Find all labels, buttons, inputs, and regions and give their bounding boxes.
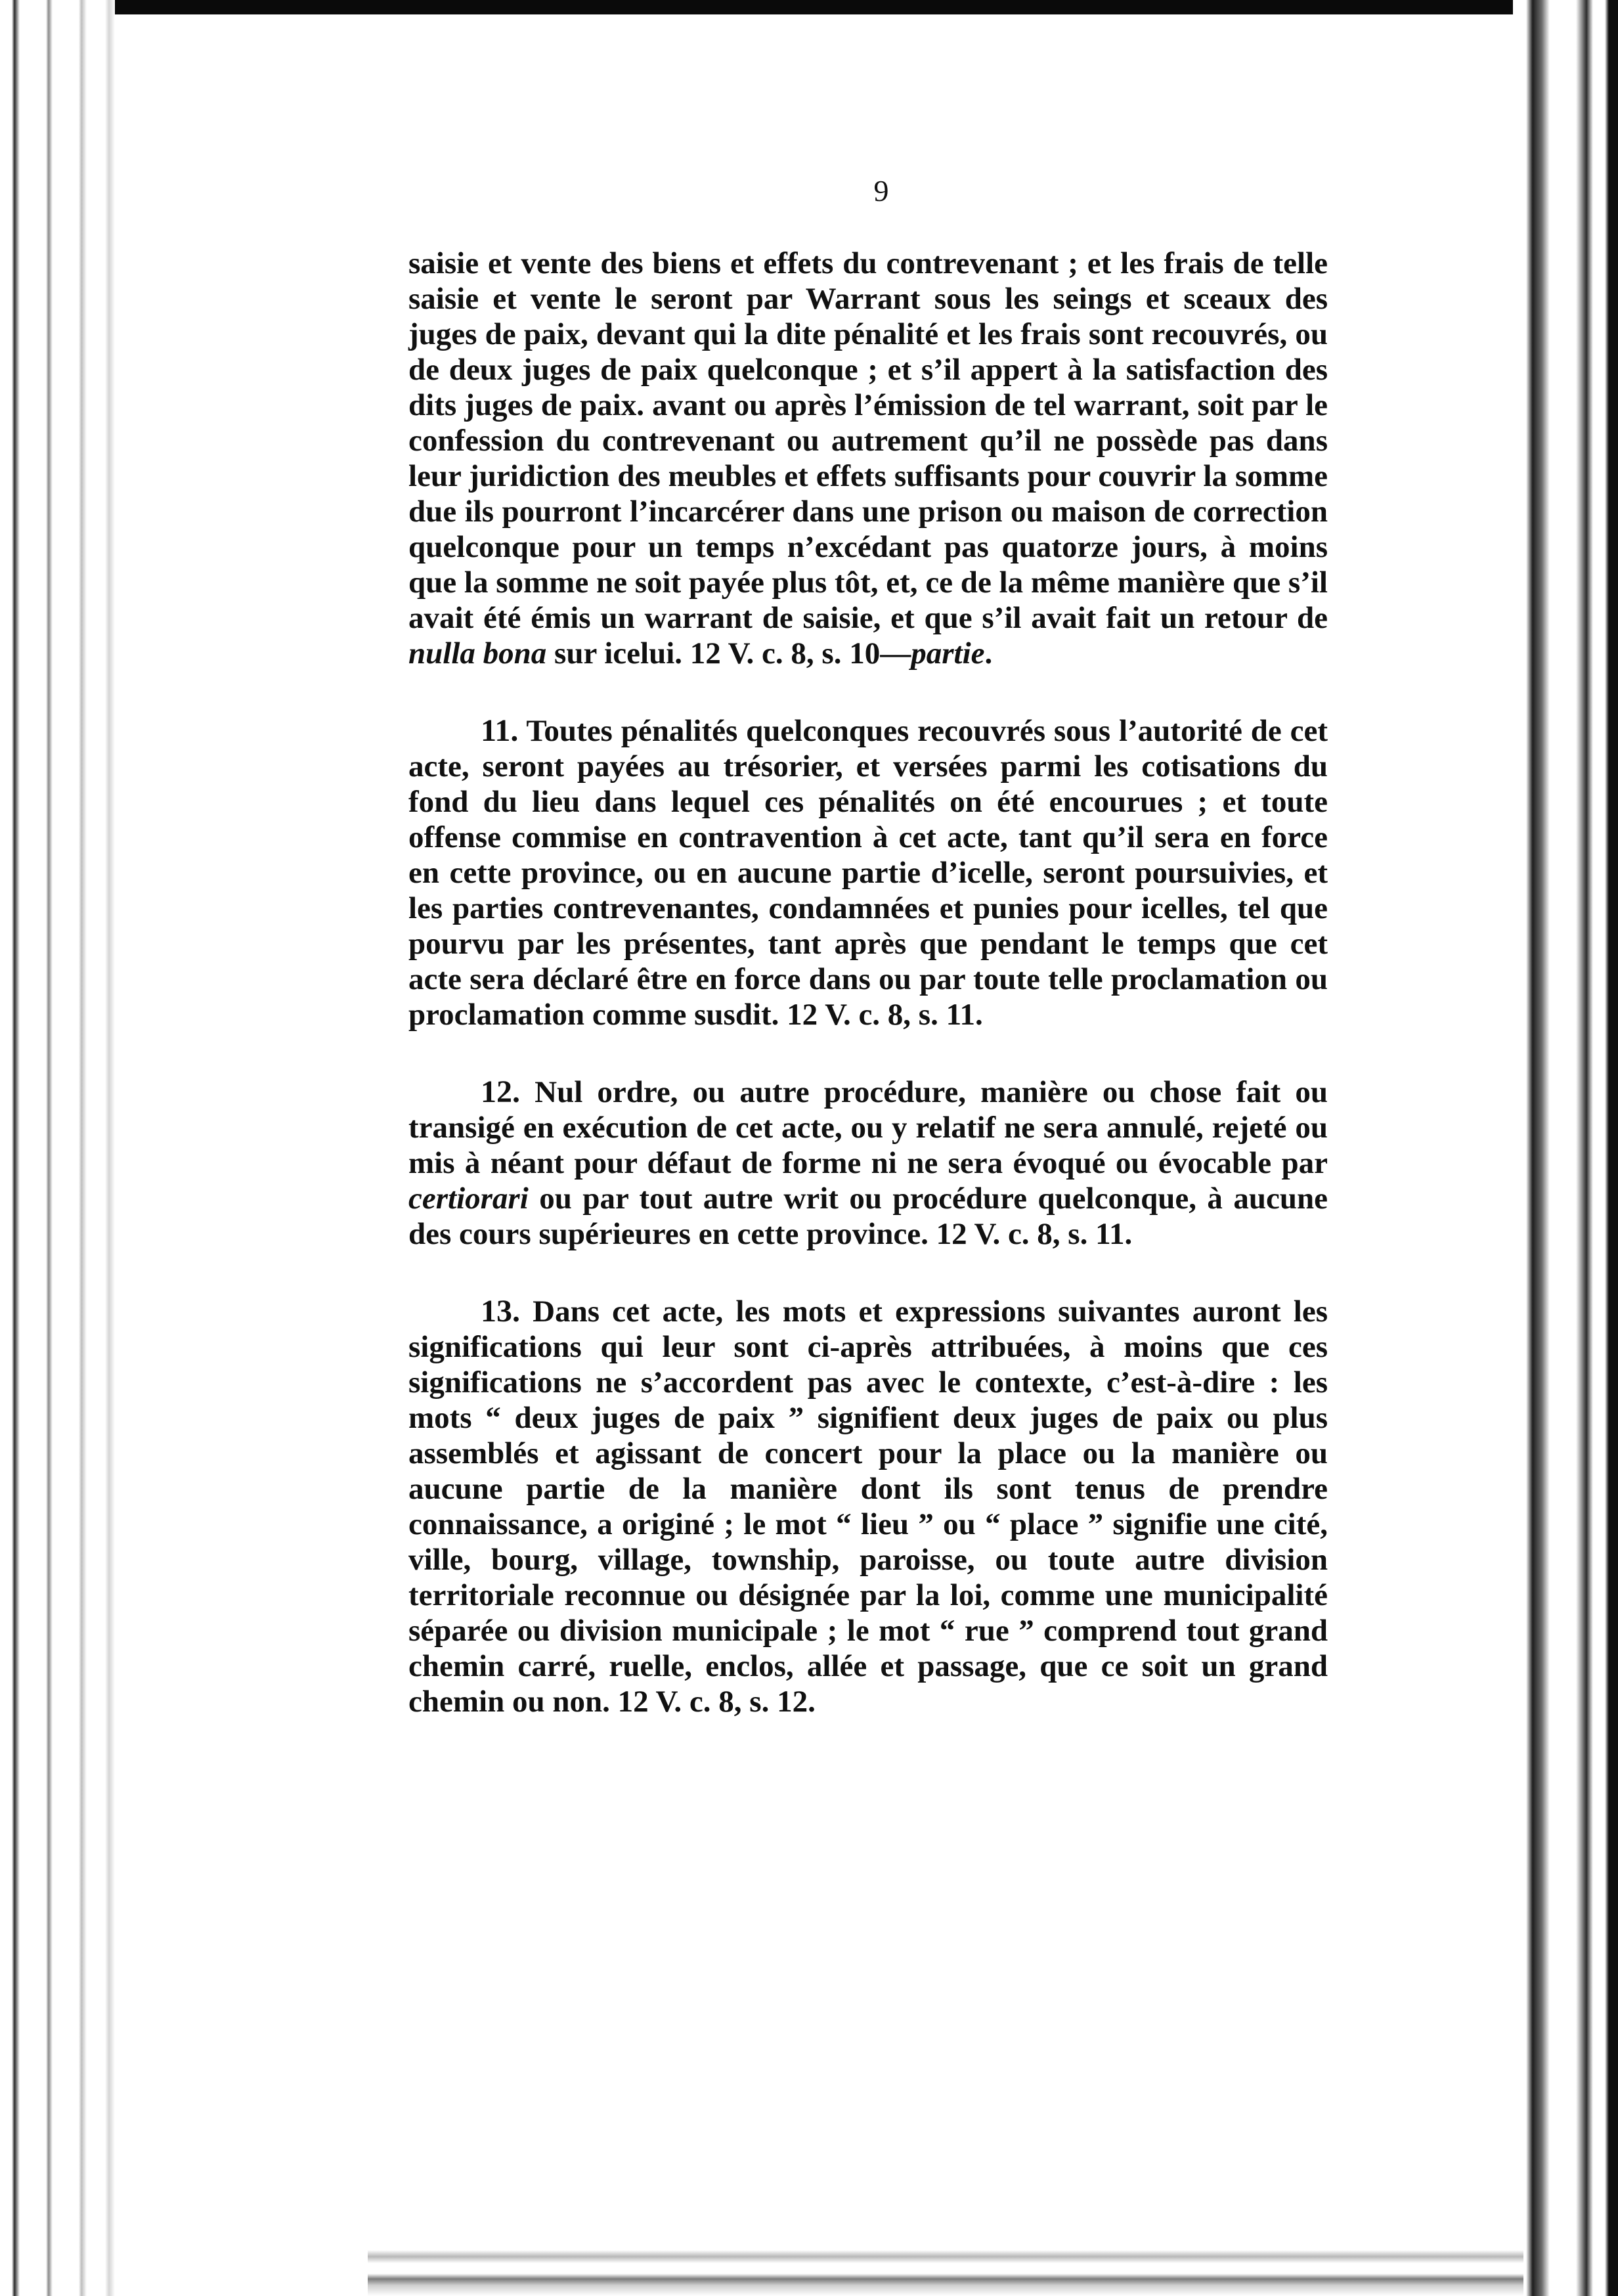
section-number: 13. bbox=[481, 1294, 520, 1329]
section-number: 11. bbox=[481, 713, 519, 748]
paragraph-text: Toutes pénalités quelconques recouvrés sous l’autorité de cet acte, seront payées au trésorier, et versées parmi les cotisations du fond du lieu dans lequel ces pénalités on été encourues ; et toute offense commise en contravention à cet acte, tant qu’il sera en force en cette province, ou en aucune partie d’icelle, seront poursuivies, et les parties contrevenantes, condamnées et punies pour icelles, tel que pourvu par les présentes, tant après que pendant le temps que cet acte sera déclaré être en force dans ou par toute telle proclamation ou proclamation comme susdit. 12 V. c. 8, s. 11. bbox=[408, 714, 1328, 1032]
paragraph-text-after: sur icelui. 12 V. c. 8, s. 10— bbox=[546, 636, 911, 671]
paragraph-italic-text: nulla bona bbox=[408, 636, 547, 671]
scan-bottom-page-edge bbox=[368, 2237, 1523, 2296]
section-11-paragraph bbox=[408, 713, 1328, 1032]
paragraph-text-after: ou par tout autre writ ou procédure quelconque, à aucune des cours supérieures en cette province. 12 V. c. 8, s. 11. bbox=[408, 1181, 1328, 1251]
scan-left-page-edges bbox=[0, 0, 115, 2296]
section-13-paragraph bbox=[408, 1294, 1328, 1719]
paragraph-italic-text: certiorari bbox=[408, 1181, 529, 1216]
paragraph-text: saisie et vente des biens et effets du contrevenant ; et les frais de telle saisie et vente le seront par Warrant sous les seings et sceaux des juges de paix, devant qui la dite pénalité et les frais sont recouvrés, ou de deux juges de paix quelconque ; et s’il appert à la satisfaction des dits juges de paix. avant ou après l’émission de tel warrant, soit par le confession du contrevenant ou autrement qu’il ne possède pas dans leur juridiction des meubles et effets suffisants pour couvrir la somme due ils pourront l’incarcérer dans une prison ou maison de correction quelconque pour un temps n’excédant pas quatorze jours, à moins que la somme ne soit payée plus tôt, et, ce de la même manière que s’il avait été émis un warrant de saisie, et que s’il avait fait un retour de bbox=[408, 246, 1328, 635]
page-number: 9 bbox=[873, 174, 889, 208]
paragraph-continuation bbox=[408, 246, 1328, 671]
paragraph-text: Nul ordre, ou autre procédure, manière ou chose fait ou transigé en exécution de cet acte, ou y relatif ne sera annulé, rejeté ou mis à néant pour défaut de forme ni ne sera évoqué ou évocable par bbox=[408, 1075, 1328, 1180]
paragraph-text: Dans cet acte, les mots et expressions suivantes auront les significations qui leur sont ci-après attribuées, à moins que ces significations ne s’accordent pas avec le contexte, c’est-à-dire : les mots “ deux juges de paix ” signifient deux juges de paix ou plus assemblés et agissant de concert pour la place ou la manière ou aucune partie de la manière dont ils sont tenus de prendre connaissance, a originé ; le mot “ lieu ” ou “ place ” signifie une cité, ville, bourg, village, township, paroisse, ou toute autre division territoriale reconnue ou désignée par la loi, comme une municipalité séparée ou division municipale ; le mot “ rue ” comprend tout grand chemin carré, ruelle, enclos, allée et passage, que ce soit un grand chemin ou non. 12 V. c. 8, s. 12. bbox=[408, 1294, 1328, 1719]
section-number: 12. bbox=[481, 1074, 520, 1109]
document-page bbox=[408, 176, 1328, 1761]
paragraph-text-end: . bbox=[984, 636, 993, 671]
scan-top-border bbox=[0, 0, 1618, 14]
paragraph-italic-text-2: partie bbox=[911, 636, 985, 671]
section-12-paragraph bbox=[408, 1074, 1328, 1252]
scan-right-page-edges bbox=[1513, 0, 1618, 2296]
